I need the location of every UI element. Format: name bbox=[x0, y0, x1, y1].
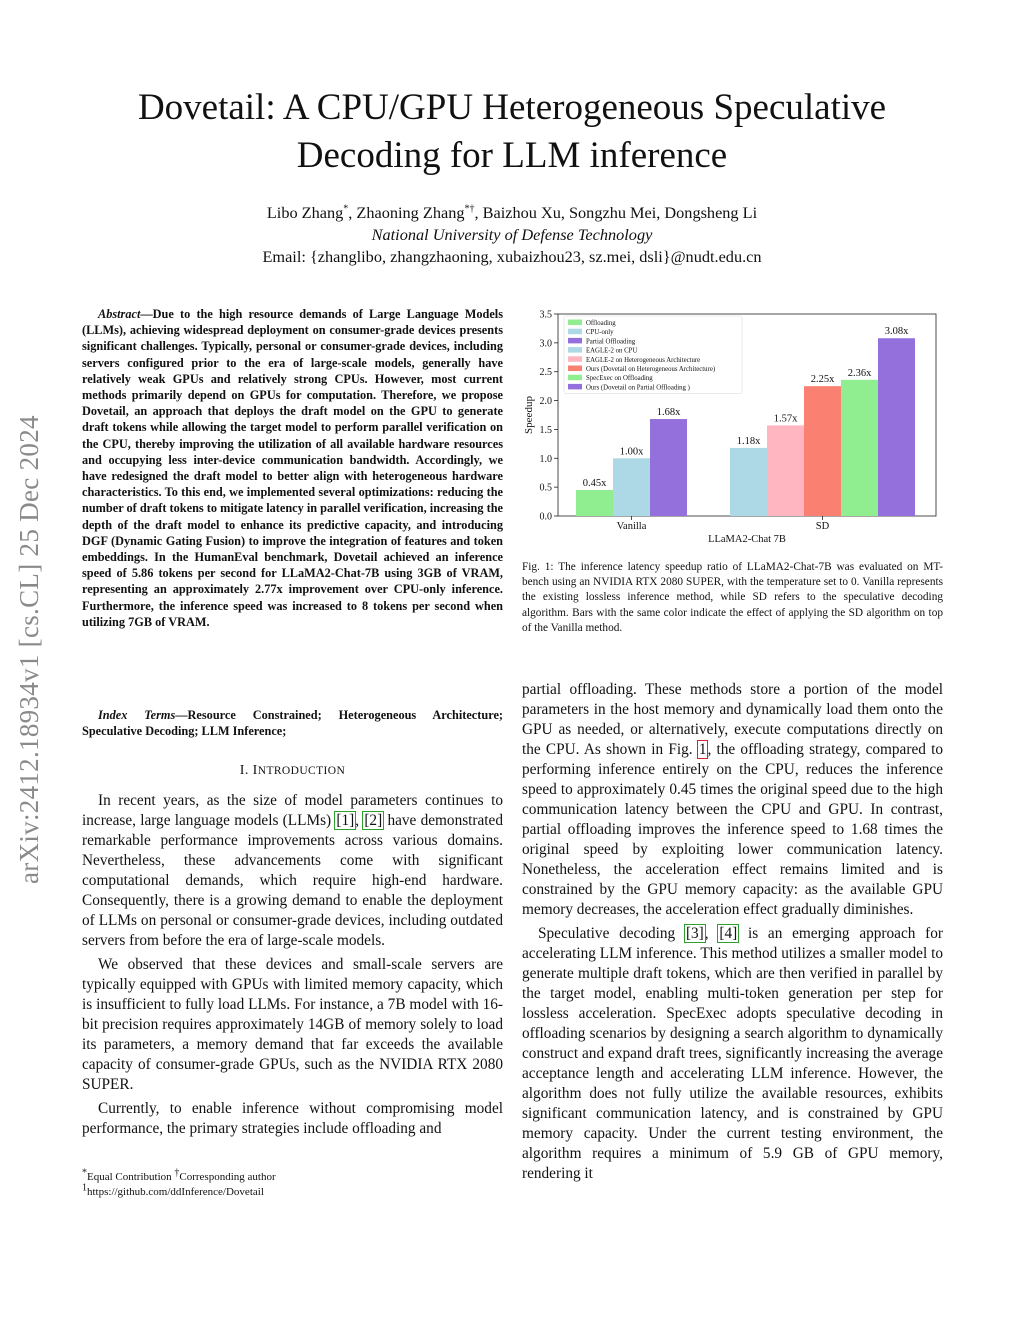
footnote-mark: * bbox=[82, 1167, 87, 1179]
author-mark: *† bbox=[464, 203, 475, 215]
legend-label: Offloading bbox=[586, 320, 616, 327]
footnotes bbox=[82, 1167, 503, 1200]
bar-sd-3 bbox=[841, 380, 878, 516]
bar-value-label: 2.25x bbox=[810, 374, 835, 386]
text: partial offloading. These methods store a portion of the model parameters in the host memory and dynamically load them onto the GPU as needed, or alternatively, execute computations directly on the CPU. As shown in Fig. bbox=[522, 681, 943, 758]
y-tick-label: 1.0 bbox=[539, 453, 552, 465]
legend-swatch bbox=[568, 329, 582, 335]
y-tick-label: 2.0 bbox=[539, 396, 552, 408]
section-title-rest: NTRODUCTION bbox=[257, 765, 346, 777]
abstract-text: —Due to the high resource demands of Large Language Models (LLMs), achieving widespread deployment on consumer-grade devices presents significant challenges. Typically, personal or consumer-grade devices, including servers configured prior to the era of large-scale models, generally have relatively weak GPUs and relatively strong CPUs. However, most current methods primarily depend on GPUs for computation. Therefore, we propose Dovetail, an approach that deploys the draft model on the GPU to generate draft tokens while allowing the target model to perform parallel verification on the CPU, thereby improving the utilization of all available hardware resources and occupying less inter-device communication bandwidth. Accordingly, we have redesigned the draft model to better align with heterogeneous hardware characteristics. To this end, we implemented several optimizations: reducing the number of draft tokens to mitigate latency in parallel verification, increasing the depth of the draft model to enhance its predictive capacity, and introducing DGF (Dynamic Gating Fusion) to improve the integration of features and token embeddings. In the HumanEval benchmark, Dovetail achieved an inference speed of 5.86 tokens per second for LLaMA2-Chat-7B using 3GB of VRAM, representing an approximately 2.77x improvement over CPU-only inference. Furthermore, the inference speed was increased to 8 tokens per second when utilizing 7GB of VRAM. bbox=[82, 307, 504, 629]
section-initial: I bbox=[252, 763, 258, 778]
footnote-mark: 1 bbox=[82, 1182, 87, 1194]
legend-label: Partial Offloading bbox=[586, 338, 636, 346]
paragraph: Currently, to enable inference without compromising model performance, the primary strategies include offloading and bbox=[82, 1100, 503, 1137]
x-axis-label: LLaMA2-Chat 7B bbox=[708, 534, 786, 545]
x-tick-label: Vanilla bbox=[616, 521, 647, 532]
text: , bbox=[355, 812, 364, 829]
bar-value-label: 1.57x bbox=[773, 413, 798, 425]
citation-link[interactable]: [2] bbox=[364, 812, 383, 829]
bar-value-label: 1.00x bbox=[619, 446, 644, 458]
bar-sd-2 bbox=[804, 386, 841, 516]
citation-link[interactable]: [4] bbox=[719, 925, 738, 942]
paragraph bbox=[522, 924, 943, 1184]
legend-swatch bbox=[568, 338, 582, 344]
y-tick-label: 0.5 bbox=[539, 482, 552, 494]
bar-value-label: 1.68x bbox=[656, 407, 681, 419]
figure-link[interactable]: 1 bbox=[698, 741, 707, 758]
section-number: I. bbox=[239, 763, 253, 778]
text: is an emerging approach for accelerating LLM inference. This method utilizes a smaller model to generate multiple draft tokens, which are then verified in parallel by the target model, enabling multi-token generation per step for lossless acceleration. SpecExec adopts speculative decoding in offloading scenarios by designing a search algorithm to dynamically construct and expand draft trees, significantly increasing the average acceptance length and accelerating LLM inference. However, the algorithm does not fully utilize the available resources, exhibits significant communication latency, and is constrained by GPU memory capacity. Under the current testing environment, the algorithm requires a minimum of 5.9 GB of GPU memory, rendering it bbox=[522, 925, 943, 1182]
text: , bbox=[704, 925, 719, 942]
bar-value-label: 1.18x bbox=[736, 435, 761, 447]
legend-label: Ours (Dovetail on Heterogeneous Architecture) bbox=[586, 366, 716, 373]
paragraph bbox=[522, 680, 943, 920]
paragraph: We observed that these devices and small-scale servers are typically equipped with GPUs with limited memory capacity, which is insufficient to fully load LLMs. For instance, a 7B model with 16-bit precision requires approximately 14GB of memory solely to load its parameters, a memory demand that far exceeds the available capacity of consumer-grade GPUs, such as the NVIDIA RTX 2080 SUPER. bbox=[82, 956, 503, 1093]
y-tick-label: 0.0 bbox=[539, 511, 552, 523]
section-heading-introduction bbox=[82, 763, 503, 779]
right-column-body bbox=[522, 680, 943, 1188]
y-axis-label: Speedup bbox=[523, 396, 535, 434]
legend-label: SpecExec on Offloading bbox=[586, 375, 653, 383]
paper-title: Dovetail: A CPU/GPU Heterogeneous Speculative Decoding for LLM inference bbox=[137, 87, 887, 176]
bar-vanilla-0 bbox=[576, 490, 613, 516]
y-tick-label: 1.5 bbox=[539, 424, 552, 436]
bar-value-label: 2.36x bbox=[847, 367, 872, 379]
index-terms-text: —Resource Constrained; Heterogeneous Architecture; Speculative Decoding; LLM Inference; bbox=[82, 708, 503, 739]
footnote-1 bbox=[82, 1167, 503, 1185]
legend-swatch bbox=[568, 320, 582, 326]
legend-label: EAGLE-2 on Heterogeneous Architecture bbox=[586, 356, 701, 364]
index-terms-label: Index Terms bbox=[98, 708, 176, 722]
bar-vanilla-2 bbox=[650, 419, 687, 516]
figure-caption: Fig. 1: The inference latency speedup ratio of LLaMA2-Chat-7B was evaluated on MT-bench using an NVIDIA RTX 2080 SUPER, with the temperature set to 0. Vanilla represents the existing lossless inference method, while SD refers to the speculative decoding algorithm. Bars with the same color indicate the effect of applying the SD algorithm on top of the Vanilla method. bbox=[522, 561, 943, 634]
text: have demonstrated remarkable performance improvements across various domains. Nevertheless, these advancements come with significant computational demands, which require high-end hardware. Consequently, there is a growing demand to enable the deployment of LLMs on personal or consumer-grade devices, including outdated servers from before the era of large-scale models. bbox=[82, 812, 503, 949]
legend-swatch bbox=[568, 366, 582, 372]
bar-vanilla-1 bbox=[613, 458, 650, 516]
speedup-chart bbox=[518, 300, 948, 550]
paragraph bbox=[82, 791, 503, 951]
bar-value-label: 0.45x bbox=[582, 478, 607, 490]
left-column-body bbox=[82, 791, 503, 1143]
author-names-rest: , Baizhou Xu, Songzhu Mei, Dongsheng Li bbox=[474, 203, 758, 222]
footnote-text: Equal Contribution bbox=[87, 1171, 175, 1183]
legend-swatch bbox=[568, 356, 582, 362]
y-tick-label: 3.0 bbox=[539, 338, 552, 350]
legend-label: EAGLE-2 on CPU bbox=[586, 347, 638, 355]
author-block bbox=[80, 202, 944, 268]
x-tick-label: SD bbox=[815, 521, 830, 532]
author-list: Libo Zhang*, Zhaoning Zhang*†, Baizhou Xu, Songzhu Mei, Dongsheng Li bbox=[266, 203, 758, 222]
bar-sd-0 bbox=[730, 448, 767, 516]
footnote-mark: † bbox=[174, 1167, 180, 1179]
legend-swatch bbox=[568, 347, 582, 353]
index-terms bbox=[82, 707, 503, 739]
y-tick-label: 2.5 bbox=[539, 367, 552, 379]
citation-link[interactable]: [1] bbox=[336, 812, 355, 829]
legend-label: CPU-only bbox=[586, 329, 614, 337]
author-name: Libo Zhang bbox=[266, 203, 344, 222]
y-tick-label: 3.5 bbox=[539, 309, 552, 321]
footnote-text: Corresponding author bbox=[179, 1171, 276, 1183]
speedup-chart-svg bbox=[518, 300, 948, 550]
text: , the offloading strategy, compared to performing inference entirely on the CPU, reduces the inference speed to approximately 0.45 times the original speed due to the high communication latency between the CPU and GPU. In contrast, partial offloading improves the inference speed to 1.68 times the original speed by exploiting lower communication latency. Nonetheless, the acceleration effect remains limited and is constrained by the GPU memory capacity: as the available GPU memory decreases, the acceleration effect gradually diminishes. bbox=[522, 741, 943, 918]
bar-sd-4 bbox=[878, 338, 915, 516]
arxiv-identifier: arXiv:2412.18934v1 [cs.CL] 25 Dec 2024 bbox=[14, 415, 44, 885]
author-mark: * bbox=[343, 203, 349, 215]
citation-link[interactable]: [3] bbox=[685, 925, 704, 942]
abstract bbox=[82, 306, 503, 630]
footnote-url[interactable]: https://github.com/ddInference/Dovetail bbox=[87, 1186, 264, 1198]
legend-label: Ours (Dovetail on Partial Offloading ) bbox=[586, 384, 690, 392]
text: Speculative decoding bbox=[538, 925, 685, 942]
text: In recent years, as the size of model parameters continues to increase, large language models (LLMs) bbox=[82, 792, 503, 829]
footnote-2 bbox=[82, 1182, 503, 1200]
legend-swatch bbox=[568, 384, 582, 390]
affiliation: National University of Defense Technology bbox=[371, 225, 653, 244]
abstract-label: Abstract bbox=[98, 307, 141, 321]
bar-sd-1 bbox=[767, 425, 804, 516]
legend-swatch bbox=[568, 375, 582, 381]
email-line: Email: {zhanglibo, zhangzhaoning, xubaizhou23, sz.mei, dsli}@nudt.edu.cn bbox=[262, 247, 762, 266]
author-name: Zhaoning Zhang bbox=[356, 203, 465, 222]
bar-value-label: 3.08x bbox=[884, 326, 909, 338]
